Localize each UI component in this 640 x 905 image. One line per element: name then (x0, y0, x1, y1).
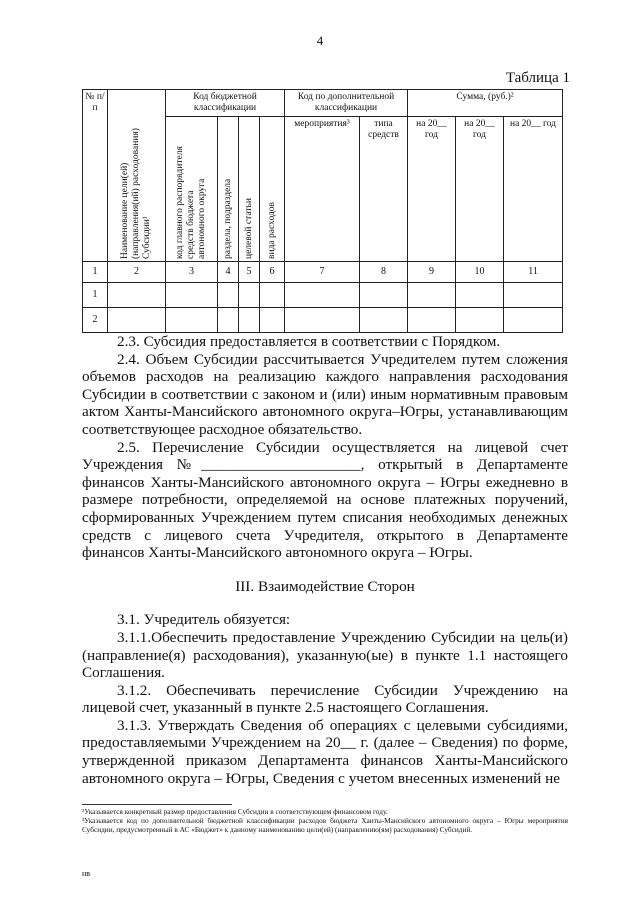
paragraph-3-1-2: 3.1.2. Обеспечивать перечисление Субсидии Учреждению на лицевой счет, указанный в пункте 2.5 настоящего Соглашения. (82, 681, 568, 717)
header-year-1: на 20__ год (408, 116, 456, 261)
table-cell (285, 282, 360, 307)
executor-initials: нв (82, 869, 91, 878)
table-cell (456, 282, 504, 307)
column-number: 11 (504, 261, 563, 282)
table-cell (108, 307, 166, 332)
table-cell (218, 307, 239, 332)
header-expense-text: вида расходов (266, 201, 277, 259)
table-cell (239, 282, 260, 307)
header-target-text: целевой статьи (243, 197, 254, 259)
header-year-3: на 20__ год (504, 116, 563, 261)
table-cell (166, 307, 218, 332)
table-cell (260, 282, 285, 307)
paragraph-2-5: 2.5. Перечисление Субсидии осуществляется на лицевой счет Учреждения №_____________________, открытый в Департаменте финансов Ханты-Мансийского автономного округа – Югры ежедневно в размере потребности, определяемой на основе платежных поручений, сформированных Учреждением путем списания необходимых денежных средств с лицевого счета Учредителя, открытого в Департаменте финансов Ханты-Мансийского автономного округа – Югры. (82, 438, 568, 562)
table-cell (504, 282, 563, 307)
paragraph-3-1: 3.1. Учредитель обязуется: (117, 611, 291, 629)
column-number: 1 (83, 261, 108, 282)
header-name-text: Наименование цели(ей) (направления(ий) расходования) Субсидии¹ (120, 127, 152, 259)
row-number: 2 (83, 307, 108, 332)
row-number: 1 (83, 282, 108, 307)
page-number: 4 (316, 33, 324, 48)
table-cell (239, 307, 260, 332)
column-number: 8 (360, 261, 408, 282)
table-row (83, 307, 563, 332)
paragraph-2-4: 2.4. Объем Субсидии рассчитывается Учредителем путем сложения объемов расходов на реализацию каждого направления расходования Субсидии в соответствии с законом и (или) иным нормативным правовым актом Ханты-Мансийского автономного округа–Югры, устанавливающим соответствующее расходное обязательство. (82, 350, 568, 438)
header-budget-group: Код бюджетной классификации (166, 90, 285, 117)
header-budget-admin-text: код главного распорядителя средств бюджета автономного округа (175, 146, 207, 259)
table-cell (504, 307, 563, 332)
table-cell (456, 307, 504, 332)
table-cell (108, 282, 166, 307)
table-cell (408, 307, 456, 332)
table-cell (360, 282, 408, 307)
column-number: 7 (285, 261, 360, 282)
column-number: 3 (166, 261, 218, 282)
section-title: III. Взаимодействие Сторон (235, 577, 415, 595)
header-funds-type: типа средств (360, 116, 408, 261)
header-sum-group: Сумма, (руб.)² (408, 90, 563, 117)
table-cell (218, 282, 239, 307)
header-expense (260, 116, 285, 261)
header-target (239, 116, 260, 261)
paragraph-2-3: 2.3. Субсидия предоставляется в соответствии с Порядком. (117, 333, 501, 350)
header-section-text: раздела, подраздела (222, 178, 233, 259)
table-cell (166, 282, 218, 307)
header-extra-group: Код по дополнительной классификации (285, 90, 408, 117)
column-number: 4 (218, 261, 239, 282)
column-number: 6 (260, 261, 285, 282)
footnote-3: ³Указывается код по дополнительной бюджетной классификации расходов бюджета Ханты-Мансийского автономного округа – Югры мероприятия Субсидии, предусмотренный в АС «Бюджет» к данному наименованию цели(ей) (направлению(ям) расходования) Субсидий. (82, 816, 568, 834)
table-cell (285, 307, 360, 332)
paragraph-3-1-3: 3.1.3. Утверждать Сведения об операциях с целевыми субсидиями, предоставляемыми Учреждением на 20__ г. (далее – Сведения) по форме, утвержденной приказом Департамента финансов Ханты-Мансийского автономного округа – Югры, Сведения с учетом внесенных изменений не (82, 716, 568, 787)
table-row (83, 282, 563, 307)
column-number: 5 (239, 261, 260, 282)
table-caption: Таблица 1 (505, 70, 570, 86)
header-year-2: на 20__ год (456, 116, 504, 261)
header-event: мероприятия³ (285, 116, 360, 261)
header-budget-admin (166, 116, 218, 261)
column-number-row (83, 261, 563, 282)
footnote-2: ²Указывается конкретный размер предоставления Субсидии в соответствующем финансовом году. (82, 807, 388, 816)
header-num: № п/п (83, 90, 108, 262)
column-number: 9 (408, 261, 456, 282)
footnote-divider (82, 804, 232, 805)
header-section (218, 116, 239, 261)
header-name (108, 90, 166, 262)
table-cell (360, 307, 408, 332)
body-text (82, 333, 568, 787)
column-number: 10 (456, 261, 504, 282)
subsidy-table (82, 89, 563, 333)
paragraph-3-1-1: 3.1.1.Обеспечить предоставление Учреждению Субсидии на цель(и) (направление(я) расходования), указанную(ые) в пункте 1.1 настоящего Соглашения. (82, 628, 568, 682)
table-cell (408, 282, 456, 307)
footnotes (82, 807, 568, 834)
table-cell (260, 307, 285, 332)
table-header-row (83, 90, 563, 117)
column-number: 2 (108, 261, 166, 282)
